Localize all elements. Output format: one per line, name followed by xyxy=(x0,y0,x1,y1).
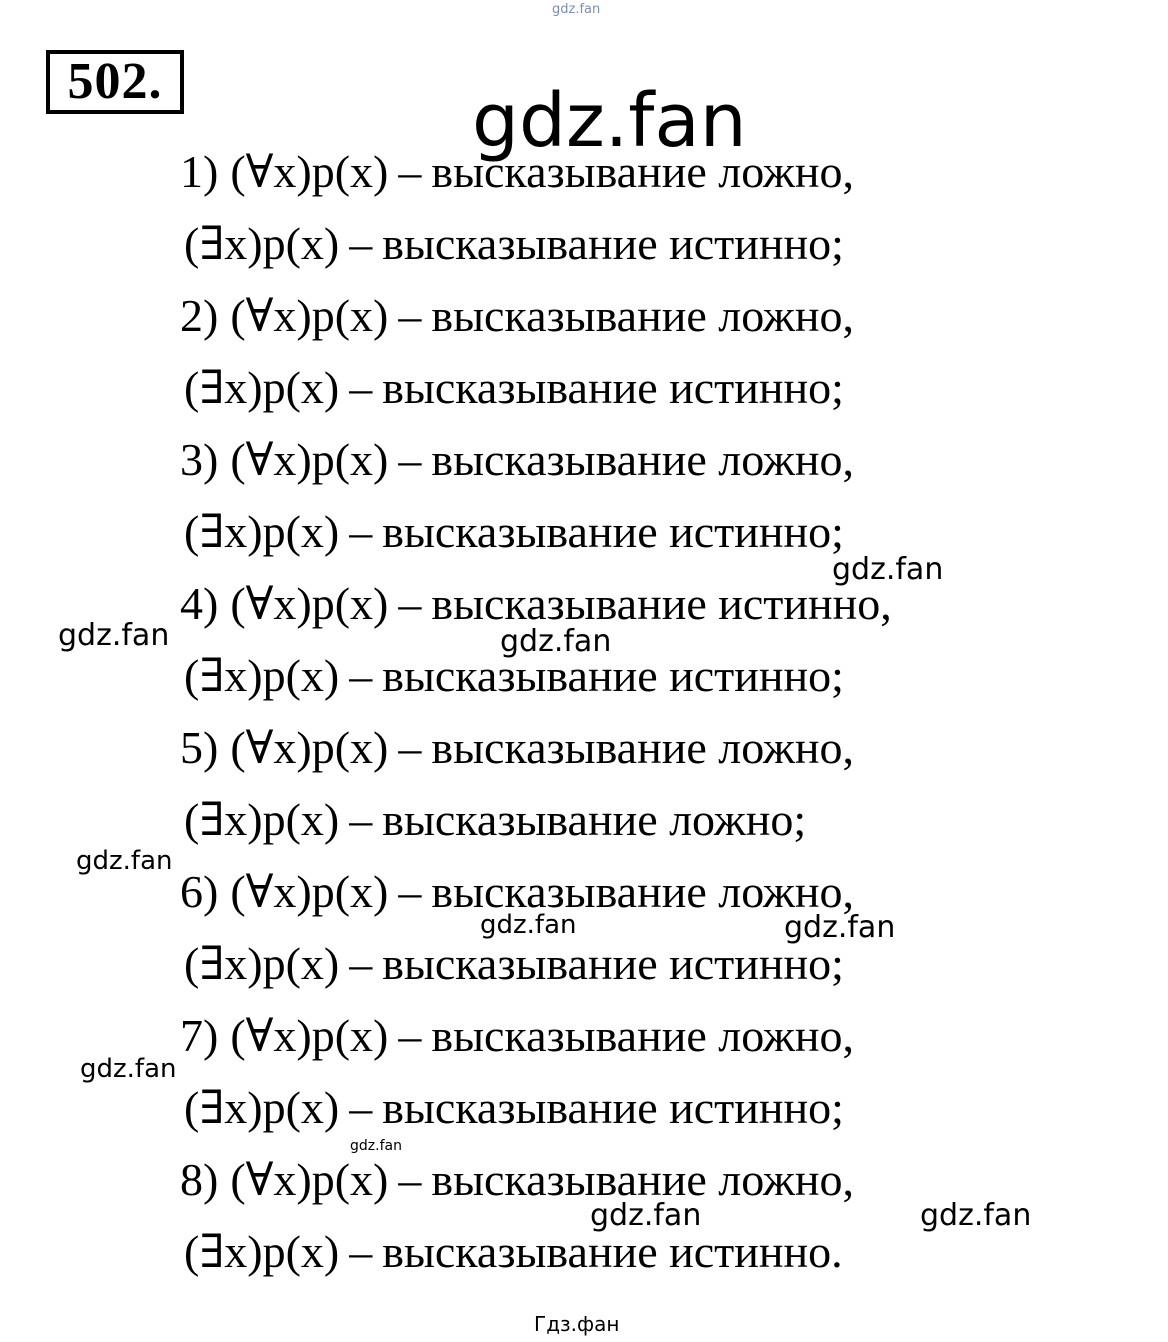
dash: – xyxy=(349,794,373,845)
exists-verdict: высказывание истинно; xyxy=(382,218,844,269)
forall-verdict: высказывание истинно, xyxy=(431,578,892,629)
exists-formula: (∃x)p(x) xyxy=(184,362,340,413)
answer-8-forall xyxy=(180,1152,854,1208)
dash: – xyxy=(398,866,422,917)
answer-number: 2) xyxy=(180,290,219,341)
answer-6-exists xyxy=(184,936,844,992)
dash: – xyxy=(349,362,373,413)
dash: – xyxy=(349,650,373,701)
dash: – xyxy=(398,1010,422,1061)
forall-verdict: высказывание ложно, xyxy=(431,1154,854,1205)
answer-7-forall xyxy=(180,1008,854,1064)
dash: – xyxy=(349,1226,373,1277)
dash: – xyxy=(398,722,422,773)
exists-verdict: высказывание истинно; xyxy=(382,362,844,413)
answer-5-exists xyxy=(184,792,806,848)
forall-formula: (∀x)p(x) xyxy=(230,722,389,773)
forall-verdict: высказывание ложно, xyxy=(431,722,854,773)
answer-number: 4) xyxy=(180,578,219,629)
dash: – xyxy=(398,578,422,629)
watermark: gdz.fan xyxy=(480,910,577,940)
exists-formula: (∃x)p(x) xyxy=(184,794,340,845)
forall-verdict: высказывание ложно, xyxy=(431,146,854,197)
answer-number: 6) xyxy=(180,866,219,917)
watermark: gdz.fan xyxy=(80,1054,177,1084)
answer-number: 1) xyxy=(180,146,219,197)
forall-formula: (∀x)p(x) xyxy=(230,1154,389,1205)
answer-number: 3) xyxy=(180,434,219,485)
answer-5-forall xyxy=(180,720,854,776)
answer-2-forall xyxy=(180,288,854,344)
exists-verdict: высказывание истинно; xyxy=(382,506,844,557)
exists-formula: (∃x)p(x) xyxy=(184,938,340,989)
exists-verdict: высказывание истинно. xyxy=(382,1226,843,1277)
watermark-footer: Гдз.фан xyxy=(534,1312,620,1336)
watermark: gdz.fan xyxy=(350,1138,402,1154)
dash: – xyxy=(349,506,373,557)
dash: – xyxy=(349,938,373,989)
answer-8-exists xyxy=(184,1224,843,1280)
forall-formula: (∀x)p(x) xyxy=(230,434,389,485)
forall-verdict: высказывание ложно, xyxy=(431,866,854,917)
answer-number: 5) xyxy=(180,722,219,773)
exists-verdict: высказывание ложно; xyxy=(382,794,807,845)
problem-number: 502. xyxy=(46,50,184,114)
answer-1-forall xyxy=(180,144,854,200)
answer-3-forall xyxy=(180,432,854,488)
exists-verdict: высказывание истинно; xyxy=(382,938,844,989)
dash: – xyxy=(398,146,422,197)
answer-3-exists xyxy=(184,504,844,560)
dash: – xyxy=(398,290,422,341)
watermark-main: gdz.fan xyxy=(472,78,747,164)
exists-formula: (∃x)p(x) xyxy=(184,650,340,701)
dash: – xyxy=(398,434,422,485)
answer-number: 7) xyxy=(180,1010,219,1061)
answer-7-exists xyxy=(184,1080,844,1136)
watermark-top: gdz.fan xyxy=(552,2,601,17)
exists-formula: (∃x)p(x) xyxy=(184,218,340,269)
dash: – xyxy=(349,218,373,269)
exists-verdict: высказывание истинно; xyxy=(382,650,844,701)
watermark: gdz.fan xyxy=(832,552,944,587)
forall-formula: (∀x)p(x) xyxy=(230,1010,389,1061)
exists-formula: (∃x)p(x) xyxy=(184,1226,340,1277)
answer-number: 8) xyxy=(180,1154,219,1205)
exists-verdict: высказывание истинно; xyxy=(382,1082,844,1133)
forall-formula: (∀x)p(x) xyxy=(230,290,389,341)
forall-verdict: высказывание ложно, xyxy=(431,1010,854,1061)
exists-formula: (∃x)p(x) xyxy=(184,506,340,557)
answer-1-exists xyxy=(184,216,844,272)
answer-2-exists xyxy=(184,360,844,416)
forall-formula: (∀x)p(x) xyxy=(230,578,389,629)
dash: – xyxy=(349,1082,373,1133)
forall-verdict: высказывание ложно, xyxy=(431,434,854,485)
watermark: gdz.fan xyxy=(500,624,612,659)
forall-formula: (∀x)p(x) xyxy=(230,866,389,917)
exists-formula: (∃x)p(x) xyxy=(184,1082,340,1133)
watermark: gdz.fan xyxy=(590,1198,702,1233)
watermark: gdz.fan xyxy=(784,910,896,945)
watermark: gdz.fan xyxy=(76,846,173,876)
watermark: gdz.fan xyxy=(920,1198,1032,1233)
watermark: gdz.fan xyxy=(58,618,170,653)
forall-verdict: высказывание ложно, xyxy=(431,290,854,341)
dash: – xyxy=(398,1154,422,1205)
forall-formula: (∀x)p(x) xyxy=(230,146,389,197)
